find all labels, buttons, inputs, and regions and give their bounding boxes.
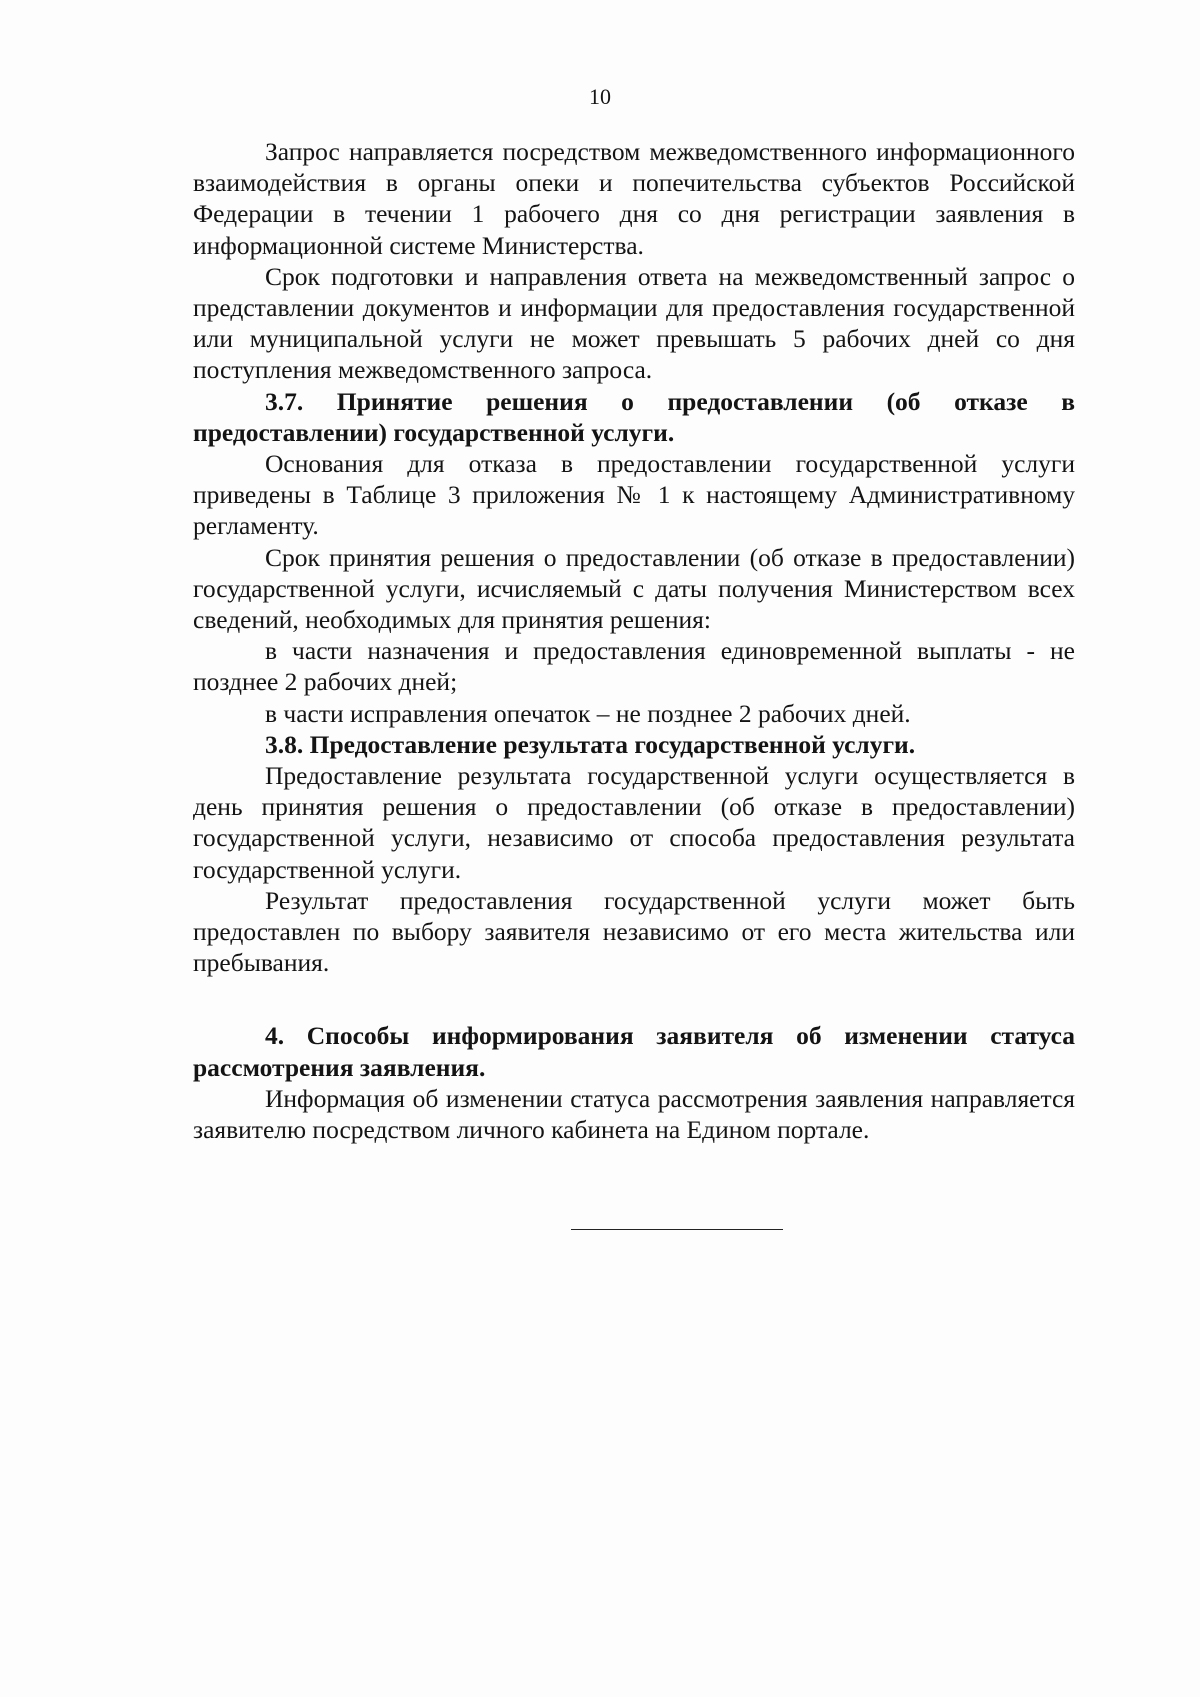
section-gap bbox=[193, 978, 1075, 1020]
paragraph-status-notification: Информация об изменении статуса рассмотрения заявления направляется заявителю посредством личного кабинета на Едином портале. bbox=[193, 1083, 1075, 1145]
heading-section-3-8: 3.8. Предоставление результата государственной услуги. bbox=[265, 729, 916, 759]
paragraph-response-deadline: Срок подготовки и направления ответа на межведомственный запрос о представлении документов и информации для предоставления государственной или муниципальной услуги не может превышать 5 рабочих дней со дня поступления межведомственного запроса. bbox=[193, 261, 1075, 385]
paragraph-result-choice: Результат предоставления государственной услуги может быть предоставлен по выбору заявителя независимо от его места жительства или пребывания. bbox=[193, 885, 1075, 978]
page-number: 10 bbox=[589, 84, 611, 109]
end-divider-line bbox=[571, 1229, 783, 1230]
heading-section-3-7: 3.7. Принятие решения о предоставлении (об отказе в предоставлении) государственной услуги. bbox=[193, 386, 1075, 447]
paragraph-decision-deadline: Срок принятия решения о предоставлении (об отказе в предоставлении) государственной услуги, исчисляемый с даты получения Министерством всех сведений, необходимых для принятия решения: bbox=[193, 542, 1075, 635]
paragraph-lump-sum-payment: в части назначения и предоставления единовременной выплаты - не позднее 2 рабочих дней; bbox=[193, 636, 1075, 697]
document-body bbox=[193, 136, 1075, 1145]
paragraph-result-delivery: Предоставление результата государственной услуги осуществляется в день принятия решения о предоставлении (об отказе в предоставлении) государственной услуги, независимо от способа предоставления результата государственной услуги. bbox=[193, 761, 1075, 884]
paragraph-typo-correction: в части исправления опечаток – не позднее 2 рабочих дней. bbox=[265, 698, 911, 728]
paragraph-refusal-grounds: Основания для отказа в предоставлении государственной услуги приведены в Таблице 3 приложения № 1 к настоящему Административному регламенту. bbox=[193, 449, 1075, 541]
paragraph-request-interagency: Запрос направляется посредством межведомственного информационного взаимодействия в органы опеки и попечительства субъектов Российской Федерации в течении 1 рабочего дня со дня регистрации заявления в информационной системе Министерства. bbox=[193, 137, 1075, 260]
heading-section-4: 4. Способы информирования заявителя об изменении статуса рассмотрения заявления. bbox=[193, 1021, 1075, 1082]
